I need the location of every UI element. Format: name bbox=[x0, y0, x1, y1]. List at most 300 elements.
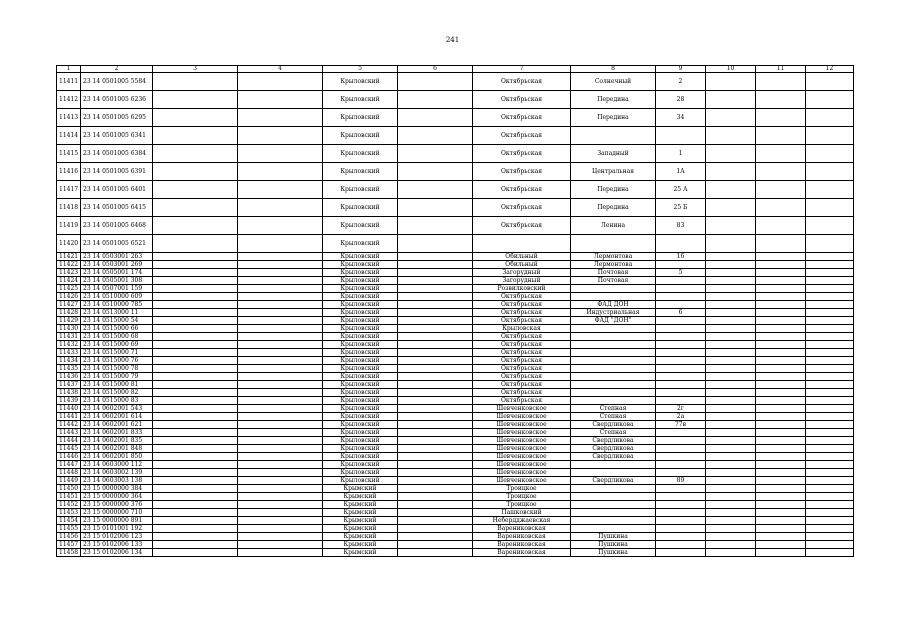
table-cell: 23 14 0503001 269 bbox=[81, 261, 153, 269]
table-cell: 77в bbox=[656, 421, 706, 429]
table-cell bbox=[571, 509, 656, 517]
table-cell: Варениковская bbox=[473, 541, 571, 549]
column-header: 2 bbox=[81, 66, 153, 73]
table-cell bbox=[706, 285, 756, 293]
table-cell: Октябрьская bbox=[473, 181, 571, 199]
table-cell bbox=[756, 365, 806, 373]
table-cell: 11421 bbox=[57, 253, 81, 261]
table-cell bbox=[806, 421, 854, 429]
table-cell: Крыловский bbox=[323, 373, 398, 381]
table-cell: Розвилковский bbox=[473, 285, 571, 293]
table-cell: Пушкина bbox=[571, 541, 656, 549]
table-cell: 23 14 0515000 81 bbox=[81, 381, 153, 389]
column-header: 5 bbox=[323, 66, 398, 73]
table-cell: 11419 bbox=[57, 217, 81, 235]
table-cell: 23 14 0515000 71 bbox=[81, 349, 153, 357]
table-cell bbox=[756, 301, 806, 309]
table-cell bbox=[153, 181, 238, 199]
table-cell bbox=[706, 301, 756, 309]
page-number: 241 bbox=[445, 36, 460, 44]
table-cell bbox=[398, 397, 473, 405]
table-cell bbox=[756, 269, 806, 277]
table-cell bbox=[706, 341, 756, 349]
table-cell bbox=[706, 429, 756, 437]
table-cell: 23 14 0501005 6236 bbox=[81, 91, 153, 109]
table-cell bbox=[706, 217, 756, 235]
table-cell bbox=[153, 73, 238, 91]
table-cell bbox=[238, 269, 323, 277]
table-cell bbox=[656, 549, 706, 557]
table-cell bbox=[398, 549, 473, 557]
table-cell bbox=[238, 413, 323, 421]
table-cell bbox=[398, 91, 473, 109]
table-cell bbox=[656, 469, 706, 477]
table-cell bbox=[656, 373, 706, 381]
table-row bbox=[57, 517, 854, 525]
table-cell: 2а bbox=[656, 413, 706, 421]
table-cell bbox=[806, 341, 854, 349]
table-cell bbox=[806, 253, 854, 261]
table-cell: 23 14 0513000 11 bbox=[81, 309, 153, 317]
table-cell: Крыловский bbox=[323, 365, 398, 373]
table-cell bbox=[656, 301, 706, 309]
table-cell bbox=[806, 357, 854, 365]
table-cell bbox=[238, 493, 323, 501]
table-cell bbox=[756, 235, 806, 253]
table-cell bbox=[656, 349, 706, 357]
table-cell bbox=[806, 365, 854, 373]
table-cell bbox=[398, 445, 473, 453]
table-cell bbox=[398, 217, 473, 235]
table-cell bbox=[153, 317, 238, 325]
table-cell: 23 15 0101001 192 bbox=[81, 525, 153, 533]
table-cell: 11453 bbox=[57, 509, 81, 517]
table-cell: 23 14 0602001 835 bbox=[81, 437, 153, 445]
table-cell: Крыловский bbox=[323, 405, 398, 413]
table-row bbox=[57, 73, 854, 91]
table-cell bbox=[238, 127, 323, 145]
column-header: 7 bbox=[473, 66, 571, 73]
table-cell: Варениковская bbox=[473, 533, 571, 541]
table-cell bbox=[238, 541, 323, 549]
table-cell bbox=[656, 333, 706, 341]
table-row bbox=[57, 163, 854, 181]
table-cell: Крыловский bbox=[323, 309, 398, 317]
table-cell: 11430 bbox=[57, 325, 81, 333]
table-cell bbox=[656, 261, 706, 269]
table-cell bbox=[398, 333, 473, 341]
table-cell: Шевченковское bbox=[473, 453, 571, 461]
table-cell bbox=[706, 405, 756, 413]
table-cell: Октябрьская bbox=[473, 91, 571, 109]
table-cell bbox=[398, 373, 473, 381]
table-cell bbox=[153, 91, 238, 109]
table-cell bbox=[806, 437, 854, 445]
table-cell: 11426 bbox=[57, 293, 81, 301]
table-cell bbox=[806, 293, 854, 301]
table-cell bbox=[756, 501, 806, 509]
table-cell bbox=[706, 127, 756, 145]
table-cell: Шевченковское bbox=[473, 445, 571, 453]
table-row bbox=[57, 269, 854, 277]
table-cell: Октябрьская bbox=[473, 357, 571, 365]
table-cell: Пушкина bbox=[571, 533, 656, 541]
table-cell bbox=[238, 477, 323, 485]
table-cell: 23 14 0501005 6295 bbox=[81, 109, 153, 127]
table-cell bbox=[756, 217, 806, 235]
table-cell bbox=[656, 501, 706, 509]
table-cell: 1 bbox=[656, 145, 706, 163]
table-cell: 28 bbox=[656, 91, 706, 109]
table-cell bbox=[398, 469, 473, 477]
table-cell bbox=[571, 381, 656, 389]
table-row bbox=[57, 541, 854, 549]
table-row bbox=[57, 285, 854, 293]
table-cell bbox=[756, 91, 806, 109]
table-cell bbox=[153, 127, 238, 145]
table-row bbox=[57, 525, 854, 533]
table-cell bbox=[398, 163, 473, 181]
table-cell bbox=[238, 445, 323, 453]
table-cell bbox=[473, 235, 571, 253]
table-cell: Крыловский bbox=[323, 333, 398, 341]
table-cell bbox=[153, 389, 238, 397]
table-cell bbox=[571, 235, 656, 253]
table-cell bbox=[571, 517, 656, 525]
table-cell bbox=[656, 533, 706, 541]
table-cell bbox=[706, 493, 756, 501]
table-cell bbox=[756, 541, 806, 549]
table-cell: 11416 bbox=[57, 163, 81, 181]
table-cell bbox=[398, 477, 473, 485]
table-cell: ФАД "ДОН" bbox=[571, 317, 656, 325]
table-row bbox=[57, 429, 854, 437]
table-cell bbox=[656, 317, 706, 325]
table-cell bbox=[806, 397, 854, 405]
table-cell bbox=[806, 477, 854, 485]
table-cell bbox=[153, 253, 238, 261]
table-cell bbox=[153, 461, 238, 469]
table-cell bbox=[398, 325, 473, 333]
table-cell bbox=[756, 445, 806, 453]
table-cell bbox=[756, 285, 806, 293]
table-cell bbox=[238, 349, 323, 357]
table-cell: Крымский bbox=[323, 493, 398, 501]
table-cell bbox=[238, 73, 323, 91]
table-row bbox=[57, 309, 854, 317]
table-cell bbox=[706, 413, 756, 421]
table-cell bbox=[238, 533, 323, 541]
table-cell bbox=[238, 293, 323, 301]
table-row bbox=[57, 413, 854, 421]
table-cell bbox=[706, 349, 756, 357]
table-cell bbox=[398, 461, 473, 469]
table-cell bbox=[238, 181, 323, 199]
table-cell: 23 14 0515000 78 bbox=[81, 365, 153, 373]
table-cell: 11440 bbox=[57, 405, 81, 413]
table-cell bbox=[398, 253, 473, 261]
table-cell: Крыловский bbox=[323, 145, 398, 163]
table-row bbox=[57, 549, 854, 557]
table-cell: 23 14 0602001 543 bbox=[81, 405, 153, 413]
table-cell bbox=[571, 469, 656, 477]
table-cell bbox=[706, 199, 756, 217]
table-cell: 11425 bbox=[57, 285, 81, 293]
table-cell: Крымский bbox=[323, 517, 398, 525]
table-cell: Октябрьская bbox=[473, 373, 571, 381]
table-cell bbox=[806, 145, 854, 163]
table-cell bbox=[571, 333, 656, 341]
table-cell bbox=[398, 285, 473, 293]
table-cell: Октябрьская bbox=[473, 73, 571, 91]
table-cell bbox=[656, 381, 706, 389]
table-cell: Крымский bbox=[323, 485, 398, 493]
table-cell bbox=[706, 253, 756, 261]
table-cell bbox=[806, 109, 854, 127]
table-cell bbox=[238, 341, 323, 349]
table-cell: 11412 bbox=[57, 91, 81, 109]
table-cell: Варениковская bbox=[473, 525, 571, 533]
table-cell bbox=[806, 301, 854, 309]
table-cell bbox=[398, 309, 473, 317]
table-cell: 11435 bbox=[57, 365, 81, 373]
table-cell bbox=[238, 365, 323, 373]
table-cell bbox=[398, 349, 473, 357]
table-row bbox=[57, 365, 854, 373]
table-cell: 11442 bbox=[57, 421, 81, 429]
table-cell bbox=[153, 397, 238, 405]
column-header: 10 bbox=[706, 66, 756, 73]
table-row bbox=[57, 325, 854, 333]
table-cell bbox=[153, 277, 238, 285]
table-row bbox=[57, 485, 854, 493]
table-cell bbox=[153, 199, 238, 217]
table-cell bbox=[756, 413, 806, 421]
table-cell bbox=[756, 309, 806, 317]
table-cell bbox=[238, 453, 323, 461]
table-cell bbox=[153, 485, 238, 493]
table-cell: 11418 bbox=[57, 199, 81, 217]
table-cell bbox=[806, 381, 854, 389]
table-cell: 25 Б bbox=[656, 199, 706, 217]
table-cell: 16 bbox=[656, 253, 706, 261]
table-cell bbox=[571, 285, 656, 293]
table-cell bbox=[756, 253, 806, 261]
table-cell: 23 14 0602001 614 bbox=[81, 413, 153, 421]
table-cell: 23 15 0000000 364 bbox=[81, 493, 153, 501]
table-cell: Передина bbox=[571, 181, 656, 199]
table-cell bbox=[398, 235, 473, 253]
column-header: 4 bbox=[238, 66, 323, 73]
table-cell bbox=[153, 261, 238, 269]
table-cell: 23 15 0102006 134 bbox=[81, 549, 153, 557]
table-cell bbox=[153, 493, 238, 501]
table-cell bbox=[806, 429, 854, 437]
table-cell bbox=[706, 145, 756, 163]
table-cell bbox=[806, 181, 854, 199]
table-cell bbox=[706, 333, 756, 341]
table-cell: 11437 bbox=[57, 381, 81, 389]
table-cell: 23 14 0501005 6341 bbox=[81, 127, 153, 145]
table-cell bbox=[806, 163, 854, 181]
table-row bbox=[57, 437, 854, 445]
table-cell: Крыловский bbox=[323, 261, 398, 269]
table-row bbox=[57, 217, 854, 235]
table-cell: 2 bbox=[656, 73, 706, 91]
table-cell bbox=[656, 127, 706, 145]
table-cell: Крыловский bbox=[323, 317, 398, 325]
table-row bbox=[57, 357, 854, 365]
table-cell bbox=[756, 325, 806, 333]
table-cell bbox=[706, 373, 756, 381]
table-cell: Крыловский bbox=[323, 381, 398, 389]
table-cell bbox=[153, 405, 238, 413]
column-header: 12 bbox=[806, 66, 854, 73]
table-cell: Крыловский bbox=[323, 163, 398, 181]
table-cell bbox=[706, 525, 756, 533]
table-cell: Крыловский bbox=[323, 325, 398, 333]
table-cell bbox=[398, 301, 473, 309]
table-row bbox=[57, 389, 854, 397]
table-cell bbox=[806, 541, 854, 549]
table-row bbox=[57, 381, 854, 389]
table-cell bbox=[706, 309, 756, 317]
table-cell bbox=[571, 461, 656, 469]
table-cell bbox=[571, 341, 656, 349]
table-cell bbox=[153, 533, 238, 541]
table-cell bbox=[238, 145, 323, 163]
table-cell bbox=[398, 127, 473, 145]
table-cell bbox=[153, 429, 238, 437]
table-cell: Крыловский bbox=[323, 357, 398, 365]
table-cell bbox=[806, 349, 854, 357]
table-cell bbox=[238, 285, 323, 293]
table-cell bbox=[398, 453, 473, 461]
table-row bbox=[57, 405, 854, 413]
table-cell bbox=[398, 405, 473, 413]
table-cell bbox=[656, 437, 706, 445]
table-cell: Троицкое bbox=[473, 501, 571, 509]
table-cell: 23 14 0501005 5584 bbox=[81, 73, 153, 91]
table-cell bbox=[806, 469, 854, 477]
table-cell: Степная bbox=[571, 429, 656, 437]
table-cell: 23 14 0503001 263 bbox=[81, 253, 153, 261]
table-cell: Лермонтова bbox=[571, 261, 656, 269]
table-cell bbox=[706, 389, 756, 397]
table-cell bbox=[756, 317, 806, 325]
table-cell: Шевченковское bbox=[473, 421, 571, 429]
table-cell bbox=[706, 277, 756, 285]
table-cell: Троицкое bbox=[473, 485, 571, 493]
table-cell: Шевченковское bbox=[473, 413, 571, 421]
table-cell: Шевченковское bbox=[473, 469, 571, 477]
table-cell: Крыловский bbox=[323, 437, 398, 445]
table-cell bbox=[806, 525, 854, 533]
table-row bbox=[57, 91, 854, 109]
table-cell: Шевченковское bbox=[473, 437, 571, 445]
table-cell: Крыловский bbox=[323, 341, 398, 349]
table-cell: 11414 bbox=[57, 127, 81, 145]
table-cell: 23 15 0102006 133 bbox=[81, 541, 153, 549]
table-cell: Степная bbox=[571, 413, 656, 421]
table-cell: Индустриальная bbox=[571, 309, 656, 317]
table-cell bbox=[153, 365, 238, 373]
table-cell: 23 14 0501005 6415 bbox=[81, 199, 153, 217]
table-cell bbox=[153, 453, 238, 461]
table-cell bbox=[756, 421, 806, 429]
table-cell bbox=[398, 541, 473, 549]
table-cell bbox=[706, 397, 756, 405]
table-cell bbox=[398, 509, 473, 517]
table-cell: 23 14 0603003 138 bbox=[81, 477, 153, 485]
table-cell bbox=[398, 381, 473, 389]
table-cell bbox=[153, 477, 238, 485]
table-cell bbox=[756, 293, 806, 301]
table-cell: Троицкое bbox=[473, 493, 571, 501]
table-cell: Октябрьская bbox=[473, 109, 571, 127]
table-cell bbox=[706, 477, 756, 485]
table-cell bbox=[153, 509, 238, 517]
table-cell: Обильный bbox=[473, 261, 571, 269]
table-cell: Свердликова bbox=[571, 445, 656, 453]
table-cell bbox=[706, 91, 756, 109]
table-cell: Крымский bbox=[323, 509, 398, 517]
table-cell: Крыловский bbox=[323, 469, 398, 477]
table-cell bbox=[706, 445, 756, 453]
table-cell bbox=[398, 269, 473, 277]
table-cell: 11415 bbox=[57, 145, 81, 163]
table-cell: Октябрьская bbox=[473, 389, 571, 397]
table-cell bbox=[656, 445, 706, 453]
table-cell bbox=[806, 493, 854, 501]
table-cell: 23 15 0000000 384 bbox=[81, 485, 153, 493]
table-cell bbox=[756, 461, 806, 469]
table-cell: 23 14 0515000 69 bbox=[81, 341, 153, 349]
table-row bbox=[57, 341, 854, 349]
column-header: 11 bbox=[756, 66, 806, 73]
table-cell: 11436 bbox=[57, 373, 81, 381]
table-cell bbox=[706, 437, 756, 445]
table-cell bbox=[398, 517, 473, 525]
table-cell bbox=[398, 493, 473, 501]
table-cell: Крыловский bbox=[323, 445, 398, 453]
table-cell: Крыловский bbox=[323, 199, 398, 217]
table-cell: 11444 bbox=[57, 437, 81, 445]
table-cell: Крымский bbox=[323, 501, 398, 509]
table-cell: Крымский bbox=[323, 549, 398, 557]
table-cell bbox=[571, 485, 656, 493]
table-cell bbox=[806, 317, 854, 325]
table-cell bbox=[398, 145, 473, 163]
table-cell bbox=[571, 373, 656, 381]
table-cell: 11427 bbox=[57, 301, 81, 309]
table-cell bbox=[238, 309, 323, 317]
table-row bbox=[57, 501, 854, 509]
table-cell: Крыловский bbox=[323, 277, 398, 285]
table-row bbox=[57, 461, 854, 469]
table-cell bbox=[153, 145, 238, 163]
table-cell bbox=[153, 325, 238, 333]
table-cell bbox=[756, 429, 806, 437]
table-cell: Варениковская bbox=[473, 549, 571, 557]
table-cell bbox=[806, 325, 854, 333]
table-cell: Крыловский bbox=[323, 461, 398, 469]
table-row bbox=[57, 127, 854, 145]
table-cell: 23 15 0000000 376 bbox=[81, 501, 153, 509]
table-cell: Свердликова bbox=[571, 421, 656, 429]
table-cell: 23 14 0507001 159 bbox=[81, 285, 153, 293]
table-cell bbox=[706, 73, 756, 91]
